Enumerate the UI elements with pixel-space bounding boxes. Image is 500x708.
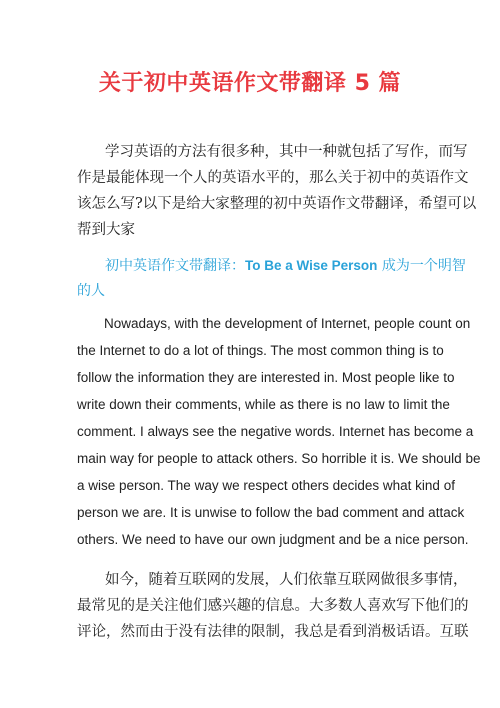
english-line: write down their comments, while as there is no law to limit the xyxy=(77,397,450,412)
section-heading-suffix: 成为一个明智 xyxy=(377,258,466,274)
chinese-line: 如今，随着互联网的发展，人们依靠互联网做很多事情， xyxy=(105,572,468,588)
section-heading-prefix: 初中英语作文带翻译： xyxy=(105,258,245,274)
english-line: comment. I always see the negative words. Internet has become a xyxy=(77,424,474,439)
english-line: the Internet to do a lot of things. The most common thing is to xyxy=(77,343,444,358)
english-line: follow the information they are interested in. Most people like to xyxy=(77,370,455,385)
chinese-line: 评论，然而由于没有法律的限制，我总是看到消极话语。互联 xyxy=(77,624,469,640)
document-title: 关于初中英语作文带翻译 5 篇 xyxy=(98,71,402,96)
section-heading-english: To Be a Wise Person xyxy=(245,258,378,273)
english-line: person we are. It is unwise to follow the bad comment and attack xyxy=(77,505,465,520)
chinese-line: 最常见的是关注他们感兴趣的信息。大多数人喜欢写下他们的 xyxy=(77,598,469,614)
section-heading-line2: 的人 xyxy=(77,283,105,299)
english-line: main way for people to attack others. So horrible it is. We should be xyxy=(77,451,481,466)
intro-line: 学习英语的方法有很多种，其中一种就包括了写作，而写 xyxy=(105,144,468,160)
intro-line: 作是最能体现一个人的英语水平的，那么关于初中的英语作文 xyxy=(77,170,469,186)
intro-line: 帮到大家 xyxy=(77,222,135,238)
english-line: Nowadays, with the development of Internet, people count on xyxy=(104,316,471,331)
english-line: a wise person. The way we respect others decides what kind of xyxy=(77,478,455,493)
english-line: others. We need to have our own judgment and be a nice person. xyxy=(77,532,469,547)
section-heading xyxy=(105,255,466,275)
intro-line: 该怎么写?以下是给大家整理的初中英语作文带翻译，希望可以 xyxy=(77,196,477,212)
